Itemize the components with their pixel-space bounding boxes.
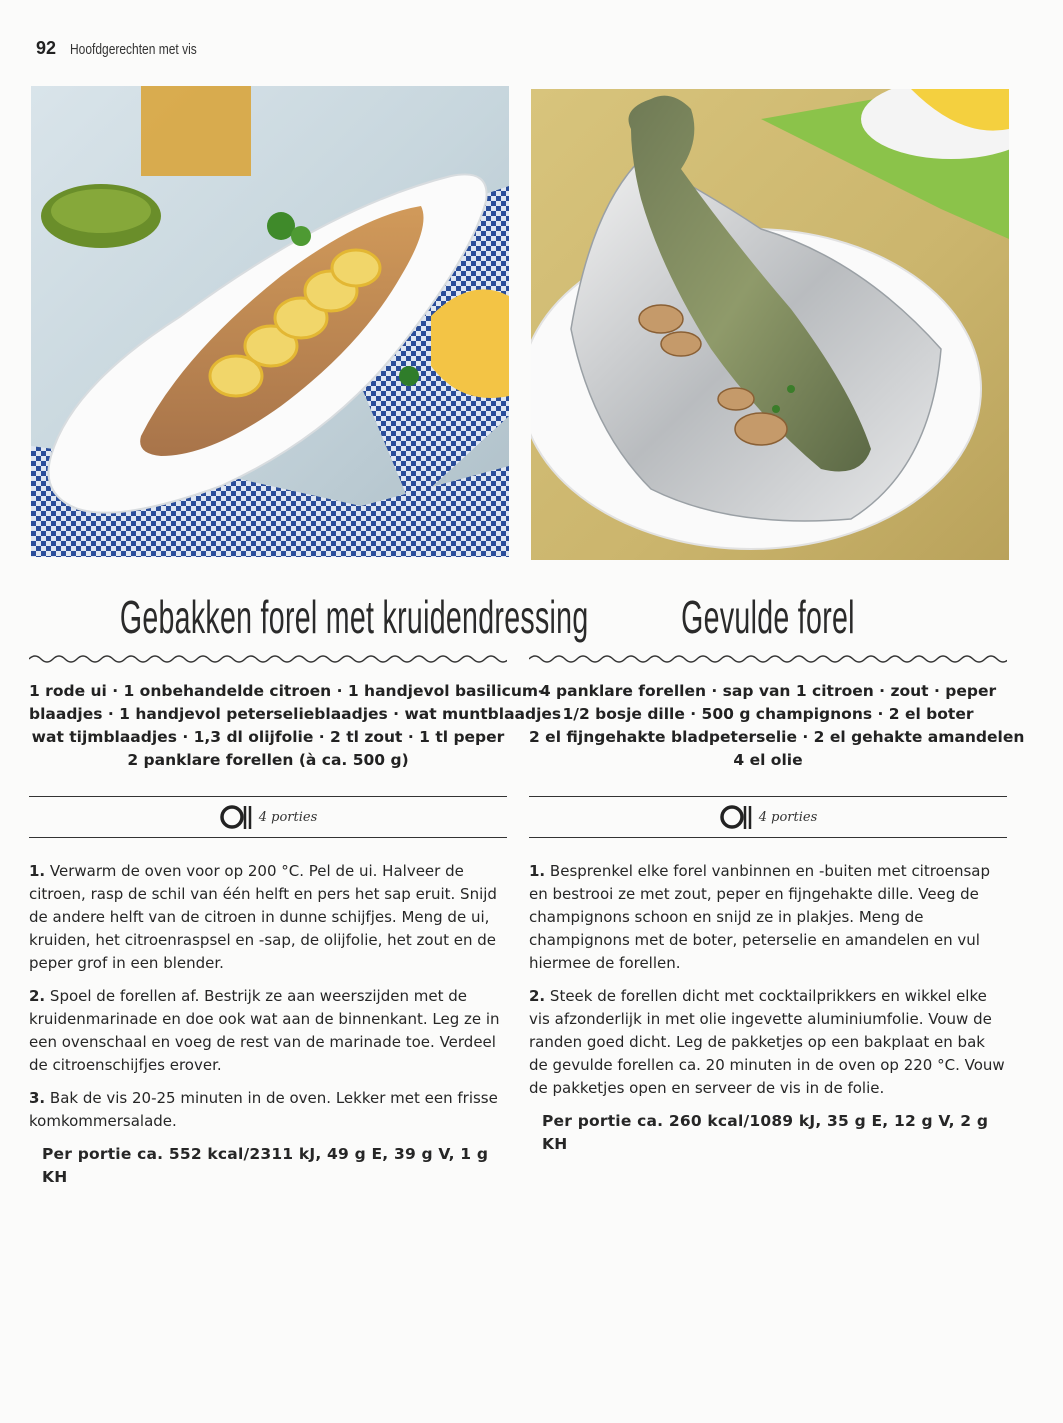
step-text: Steek de forellen dicht met cocktailprikkers en wikkel elke vis afzonderlijk in met olie ingevette aluminiumfolie. Vouw de randen goed dicht. Leg de pakketjes op een bakplaat en bak de gevulde forellen ca. 20 minuten in de oven op 220 °C. Vouw de pakketjes open en serveer de vis in de folie. bbox=[529, 987, 1005, 1097]
step bbox=[529, 985, 1007, 1100]
nutrition-info: Per portie ca. 552 kcal/2311 kJ, 49 g E, 39 g V, 1 g KH bbox=[42, 1145, 489, 1186]
step bbox=[29, 985, 507, 1077]
step-number: 2. bbox=[29, 987, 46, 1005]
ingredient-line: 1/2 bosje dille · 500 g champignons · 2 el boter bbox=[562, 705, 974, 723]
recipe-title: Gebakken forel met kruidendressing bbox=[119, 591, 589, 643]
step-number: 1. bbox=[529, 862, 546, 880]
ingredient-line: 2 panklare forellen (à ca. 500 g) bbox=[127, 751, 409, 769]
ingredient-line: 1 rode ui · 1 onbehandelde citroen · 1 handjevol basilicum- bbox=[29, 682, 545, 700]
recipe-left bbox=[29, 580, 589, 1189]
step bbox=[29, 860, 507, 975]
plate-cutlery-icon bbox=[719, 802, 753, 832]
step-number: 1. bbox=[29, 862, 46, 880]
recipe-title: Gevulde forel bbox=[681, 591, 855, 643]
ingredient-line: 4 el olie bbox=[733, 751, 803, 769]
plate-cutlery-icon bbox=[219, 802, 253, 832]
servings-bar bbox=[529, 796, 1007, 838]
page-number: 92 bbox=[36, 38, 57, 58]
recipe-right bbox=[529, 580, 1025, 1156]
step bbox=[529, 860, 1007, 975]
ingredient-line: blaadjes · 1 handjevol peterselieblaadjes · wat muntblaadjes bbox=[29, 705, 562, 723]
servings-bar bbox=[29, 796, 507, 838]
section-title: Hoofdgerechten met vis bbox=[70, 41, 197, 58]
ingredient-line: 2 el fijngehakte bladpeterselie · 2 el gehakte amandelen bbox=[529, 728, 1025, 746]
ingredient-line: 4 panklare forellen · sap van 1 citroen · zout · peper bbox=[539, 682, 997, 700]
servings-text: 4 porties bbox=[758, 809, 818, 825]
ingredients-list bbox=[29, 680, 562, 790]
step-text: Spoel de forellen af. Bestrijk ze aan weerszijden met de kruidenmarinade en doe ook wat aan de binnenkant. Leg ze in een ovenschaal en voeg de rest van de marinade toe. Verdeel de citroenschijfjes erover. bbox=[29, 987, 500, 1074]
nutrition-info: Per portie ca. 260 kcal/1089 kJ, 35 g E, 12 g V, 2 g KH bbox=[542, 1112, 989, 1153]
step bbox=[29, 1087, 507, 1133]
wave-divider bbox=[29, 652, 507, 666]
photo-stuffed-trout bbox=[531, 89, 1009, 560]
servings-text: 4 porties bbox=[258, 809, 318, 825]
wave-divider bbox=[529, 652, 1007, 666]
ingredients-list bbox=[529, 680, 1025, 790]
photo-baked-trout bbox=[31, 86, 509, 557]
step-number: 3. bbox=[29, 1089, 46, 1107]
ingredient-line: wat tijmblaadjes · 1,3 dl olijfolie · 2 tl zout · 1 tl peper bbox=[31, 728, 505, 746]
steps bbox=[529, 860, 1007, 1156]
steps bbox=[29, 860, 507, 1189]
step-text: Verwarm de oven voor op 200 °C. Pel de ui. Halveer de citroen, rasp de schil van één helft en pers het sap eruit. Snijd de andere helft van de citroen in dunne schijfjes. Meng de ui, kruiden, het citroenraspsel en -sap, de olijfolie, het zout en de peper grof in een blender. bbox=[29, 862, 497, 972]
step-number: 2. bbox=[529, 987, 546, 1005]
step-text: Bak de vis 20-25 minuten in de oven. Lekker met een frisse komkommersalade. bbox=[29, 1089, 498, 1130]
step-text: Besprenkel elke forel vanbinnen en -buiten met citroensap en bestrooi ze met zout, peper en fijngehakte dille. Veeg de champignons schoon en snijd ze in plakjes. Meng de champignons met de boter, peterselie en amandelen en vul hiermee de forellen. bbox=[529, 862, 991, 972]
page-header bbox=[36, 38, 228, 66]
